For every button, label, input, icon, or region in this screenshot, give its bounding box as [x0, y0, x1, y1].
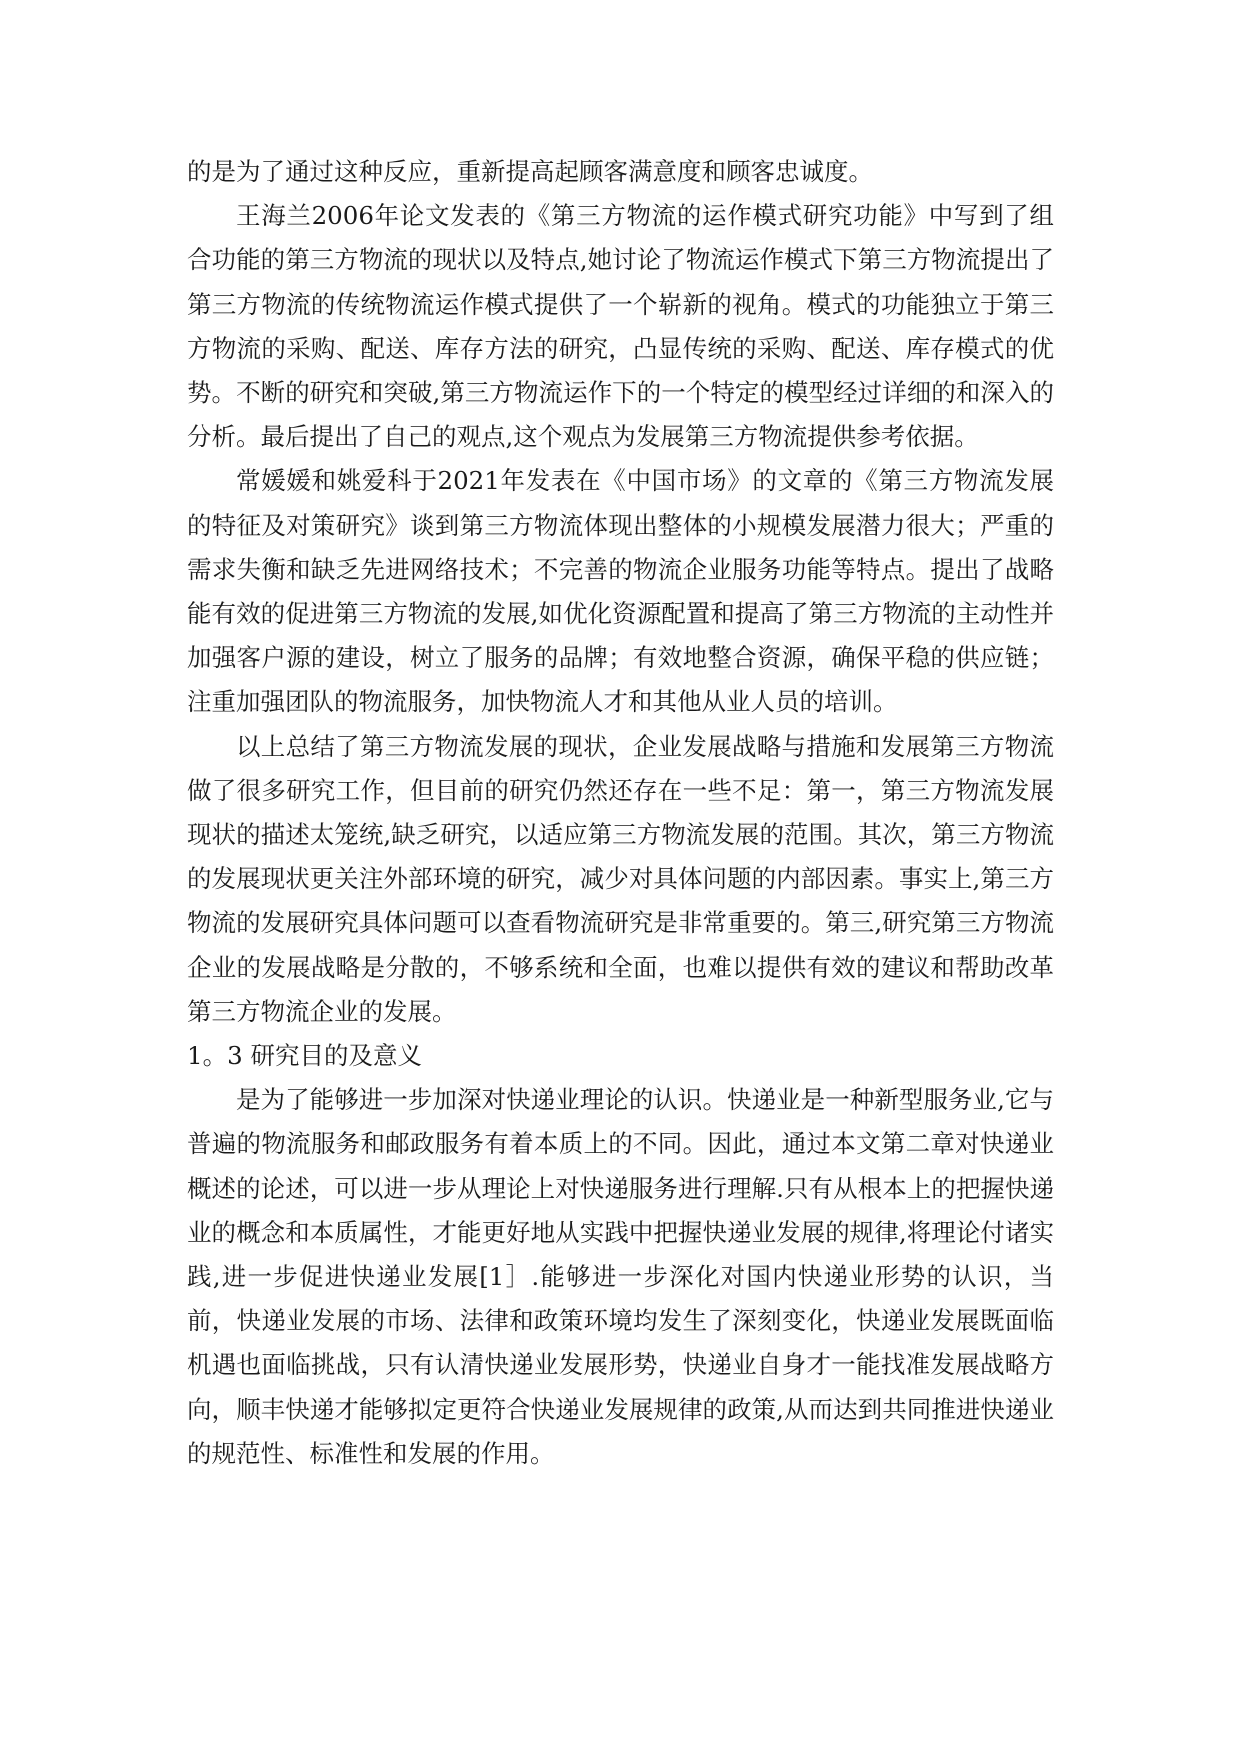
paragraph-continuation: 的是为了通过这种反应，重新提高起顾客满意度和顾客忠诚度。: [187, 157, 873, 186]
section-heading: 1。3 研究目的及意义: [187, 1041, 422, 1071]
paragraph-wang-hailan: 王海兰2006年论文发表的《第三方物流的运作模式研究功能》中写到了组合功能的第三方物流的现状以及特点,她讨论了物流运作模式下第三方物流提出了第三方物流的传统物流运作模式提供了一个崭新的视角。模式的功能独立于第三方物流的采购、配送、库存方法的研究，凸显传统的采购、配送、库存模式的优势。不断的研究和突破,第三方物流运作下的一个特定的模型经过详细的和深入的分析。最后提出了自己的观点,这个观点为发展第三方物流提供参考依据。: [187, 201, 1054, 452]
paragraph-summary: 以上总结了第三方物流发展的现状，企业发展战略与措施和发展第三方物流做了很多研究工作，但目前的研究仍然还存在一些不足：第一，第三方物流发展现状的描述太笼统,缺乏研究，以适应第三方物流发展的范围。其次，第三方物流的发展现状更关注外部环境的研究，减少对具体问题的内部因素。事实上,第三方物流的发展研究具体问题可以查看物流研究是非常重要的。第三,研究第三方物流企业的发展战略是分散的，不够系统和全面，也难以提供有效的建议和帮助改革第三方物流企业的发展。: [187, 731, 1054, 1026]
document-page: [187, 150, 1054, 1476]
paragraph-research-purpose: 是为了能够进一步加深对快递业理论的认识。快递业是一种新型服务业,它与普遍的物流服务和邮政服务有着本质上的不同。因此，通过本文第二章对快递业概述的论述，可以进一步从理论上对快递服务进行理解.只有从根本上的把握快递业的概念和本质属性，才能更好地从实践中把握快递业发展的规律,将理论付诸实践,进一步促进快递业发展[1］.能够进一步深化对国内快递业形势的认识，当前，快递业发展的市场、法律和政策环境均发生了深刻变化，快递业发展既面临机遇也面临挑战，只有认清快递业发展形势，快递业自身才一能找准发展战略方向，顺丰快递才能够拟定更符合快递业发展规律的政策,从而达到共同推进快递业的规范性、标准性和发展的作用。: [187, 1085, 1054, 1468]
paragraph-chang-yuanyuan: 常媛媛和姚爱科于2021年发表在《中国市场》的文章的《第三方物流发展的特征及对策研究》谈到第三方物流体现出整体的小规模发展潜力很大；严重的需求失衡和缺乏先进网络技术；不完善的物流企业服务功能等特点。提出了战略能有效的促进第三方物流的发展,如优化资源配置和提高了第三方物流的主动性并加强客户源的建设，树立了服务的品牌；有效地整合资源，确保平稳的供应链；注重加强团队的物流服务，加快物流人才和其他从业人员的培训。: [187, 466, 1054, 717]
